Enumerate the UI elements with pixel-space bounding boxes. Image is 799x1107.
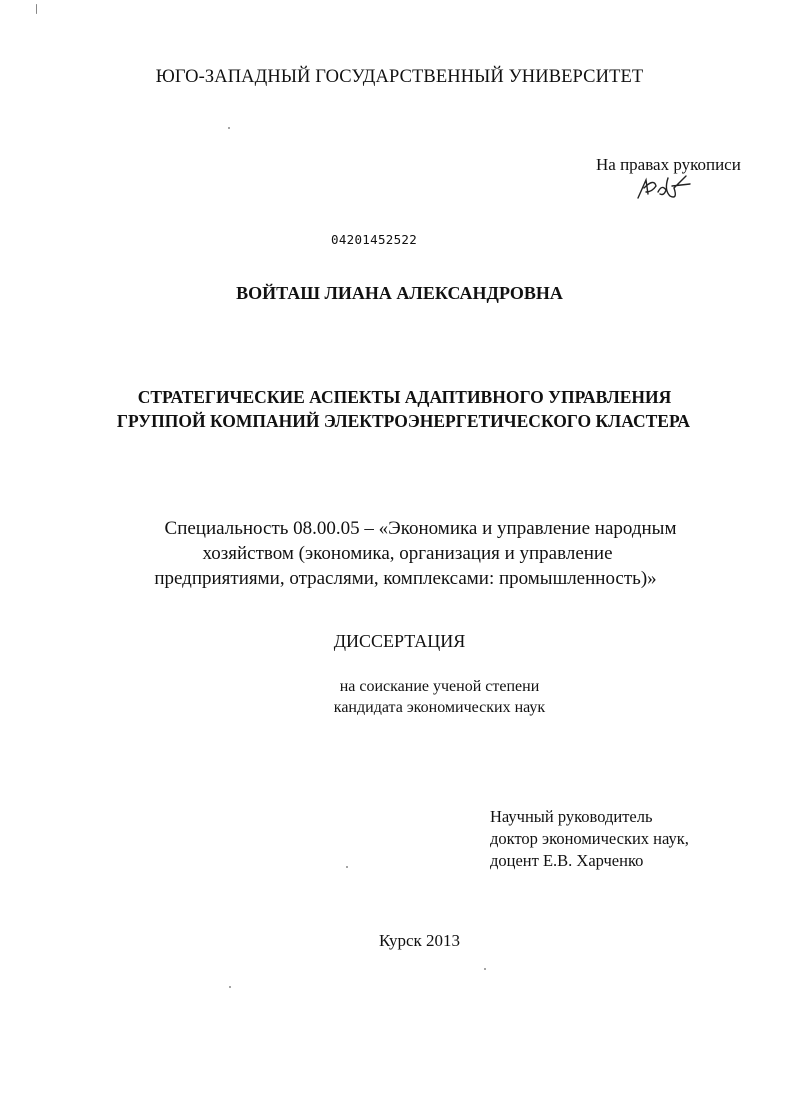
advisor-name: доцент Е.В. Харченко [490,851,644,870]
specialty-line-2: хозяйством (экономика, организация и управление [202,543,613,564]
advisor-title: доктор экономических наук, [490,829,689,848]
degree-line-1: на соискание ученой степени [339,678,540,695]
dissertation-title [0,385,799,433]
specialty-line-3: предприятиями, отраслями, комплексами: промышленность)» [154,568,657,589]
author-name: ВОЙТАШ ЛИАНА АЛЕКСАНДРОВНА [236,283,563,303]
scan-speck [346,866,348,868]
advisor-role: Научный руководитель [490,807,653,826]
scan-speck [229,986,231,988]
scan-speck [228,127,230,129]
document-type: ДИССЕРТАЦИЯ [333,631,466,651]
manuscript-rights-label: На правах рукописи [596,155,741,174]
advisor-block [490,806,689,872]
degree-block [0,676,799,718]
scan-mark [36,4,37,14]
handwritten-signature [634,170,694,204]
title-line-1: СТРАТЕГИЧЕСКИЕ АСПЕКТЫ АДАПТИВНОГО УПРАВЛЕНИЯ [137,387,672,407]
scan-speck [484,968,486,970]
specialty-block [0,516,799,591]
title-line-2: ГРУППОЙ КОМПАНИЙ ЭЛЕКТРОЭНЕРГЕТИЧЕСКОГО КЛАСТЕРА [116,411,691,431]
city-year: Курск 2013 [378,931,461,950]
university-name: ЮГО-ЗАПАДНЫЙ ГОСУДАРСТВЕННЫЙ УНИВЕРСИТЕТ [155,67,644,87]
degree-line-2: кандидата экономических наук [333,699,546,716]
specialty-line-1: Специальность 08.00.05 – «Экономика и управление народным [164,518,677,539]
document-code: 04201452522 [331,232,418,247]
